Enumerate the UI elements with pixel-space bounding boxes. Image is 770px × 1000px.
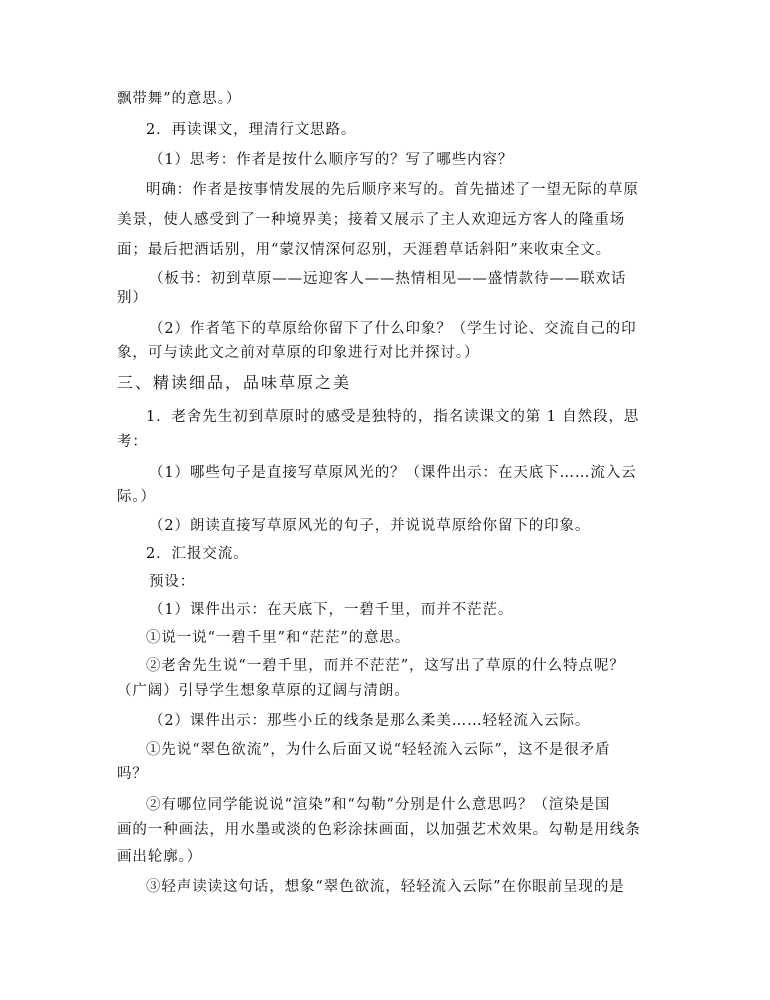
text-line-8: 别）	[117, 290, 148, 306]
text-line-26: ②有哪位同学能说说“渲染”和“勾勒”分别是什么意思吗？（渲染是国	[146, 797, 611, 813]
text-line-2: 2．再读课文，理清行文思路。	[146, 122, 357, 138]
text-line-5: 美景，使人感受到了一种境界美；接着又展示了主人欢迎远方客人的隆重场	[117, 212, 626, 228]
text-line-3: （1）思考：作者是按什么顺序写的？写了哪些内容？	[149, 152, 514, 168]
text-line-12: 1．老舍先生初到草原时的感受是独特的，指名读课文的第 1 自然段，思	[146, 409, 640, 425]
text-line-28: 画出轮廓。）	[117, 849, 203, 865]
text-line-7: （板书：初到草原——远迎客人——热情相见——盛情款待——联欢话	[149, 271, 627, 287]
section-heading: 三、精读细品，品味草原之美	[117, 373, 352, 392]
text-line-22: （广阔）引导学生想象草原的辽阔与清朗。	[117, 683, 410, 699]
text-line-29: ③轻声读读这句话，想象“翠色欲流，轻轻流入云际”在你眼前呈现的是	[146, 879, 625, 895]
text-line-16: （2）朗读直接写草原风光的句子，并说说草原给你留下的印象。	[149, 518, 591, 534]
text-line-20: ①说一说“一碧千里”和“茫茫”的意思。	[146, 630, 411, 646]
text-line-13: 考：	[117, 434, 148, 450]
text-line-17: 2．汇报交流。	[146, 546, 249, 562]
text-line-21: ②老舍先生说“一碧千里，而并不茫茫”，这写出了草原的什么特点呢？	[146, 658, 625, 674]
text-line-15: 际。）	[117, 489, 156, 505]
text-line-14: （1）哪些句子是直接写草原风光的？（课件出示：在天底下……流入云	[149, 465, 637, 481]
text-line-9: （2）作者笔下的草原给你留下了什么印象？（学生讨论、交流自己的印	[149, 321, 637, 337]
text-line-19: （1）课件出示：在天底下，一碧千里，而并不茫茫。	[149, 602, 514, 618]
text-line-6: 面；最后把酒话别，用“蒙汉情深何忍别，天涯碧草话斜阳”来收束全文。	[117, 242, 612, 258]
text-line-4: 明确：作者是按事情发展的先后顺序来写的。首先描述了一望无际的草原	[146, 182, 639, 198]
text-line-18: 预设：	[149, 574, 196, 590]
text-line-23: （2）课件出示：那些小丘的线条是那么柔美……轻轻流入云际。	[149, 713, 591, 729]
text-line-24: ①先说“翠色欲流”，为什么后面又说“轻轻流入云际”，这不是很矛盾	[146, 742, 611, 758]
text-line-27: 画的一种画法，用水墨或淡的色彩涂抹画面，以加强艺术效果。勾勒是用线条	[117, 822, 641, 838]
text-line-25: 吗？	[117, 766, 148, 782]
text-line-10: 象，可与读此文之前对草原的印象进行对比并探讨。）	[117, 345, 480, 361]
text-line-1: 飘带舞”的意思。）	[117, 91, 242, 107]
